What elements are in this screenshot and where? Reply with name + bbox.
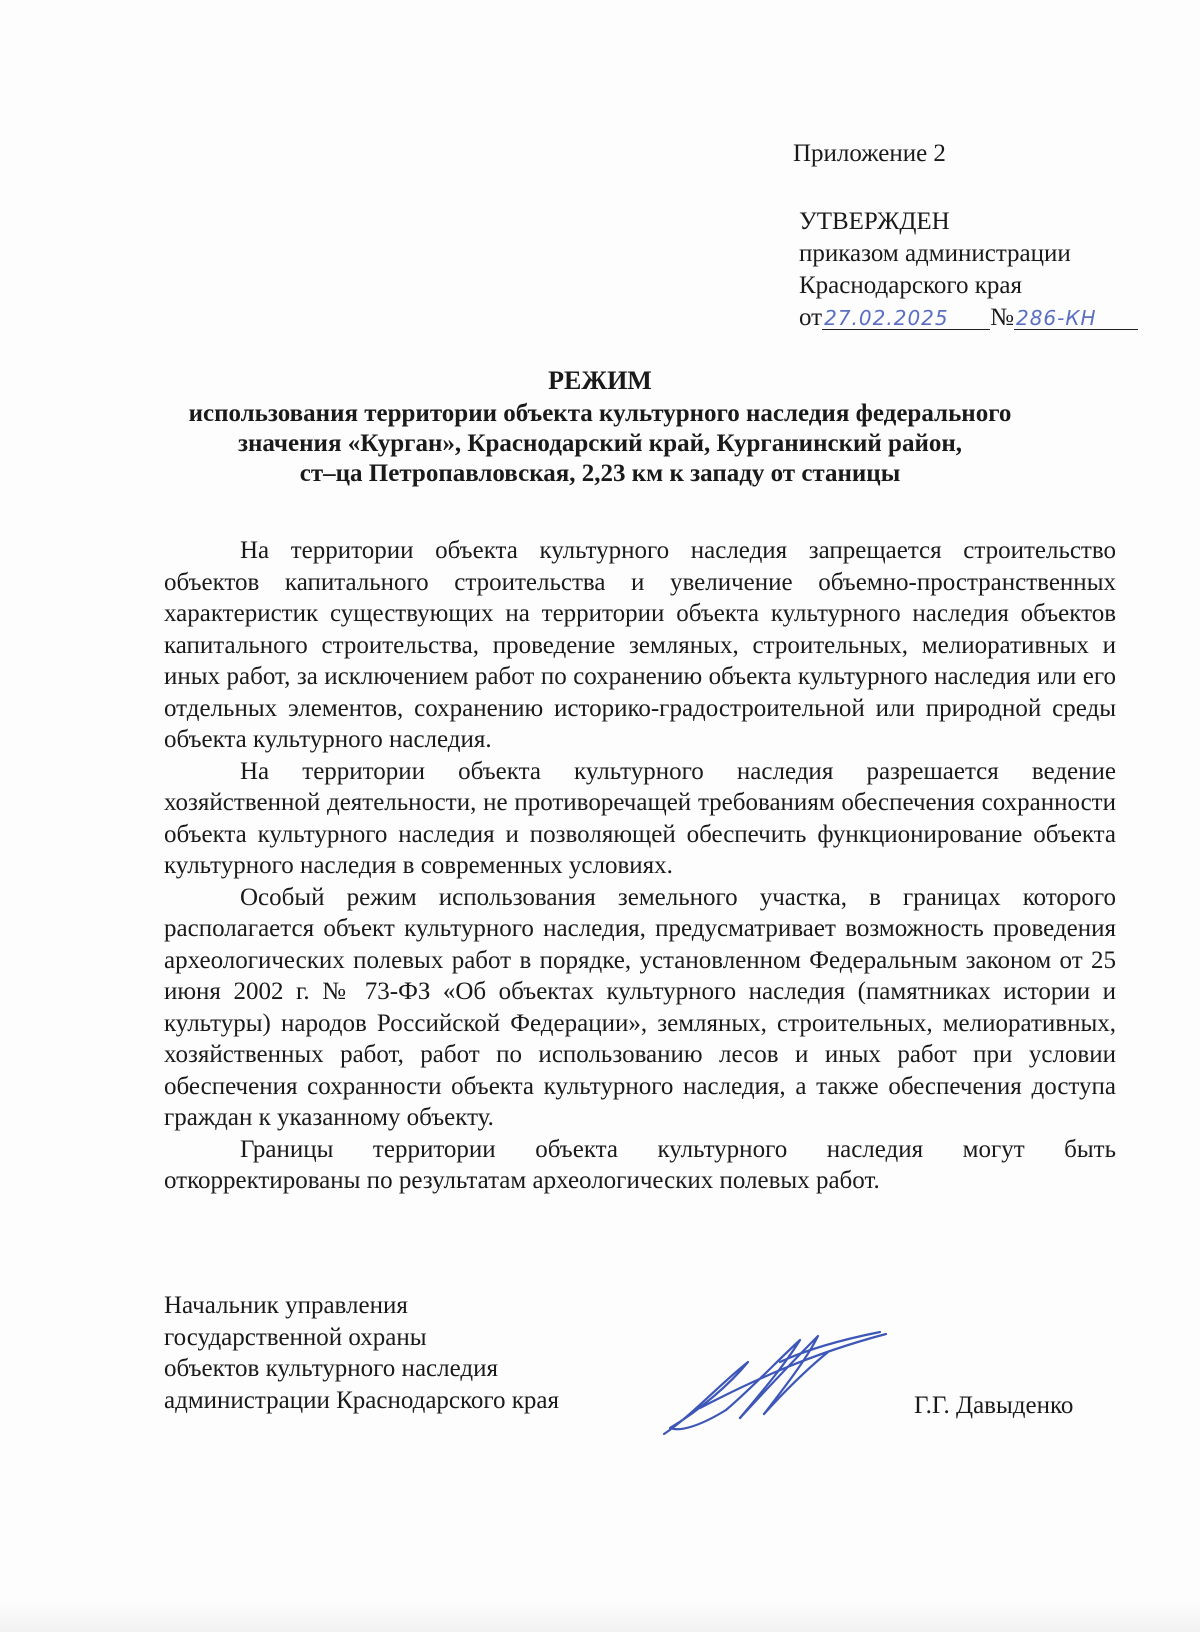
paragraph-1: На территории объекта культурного наследия запрещается строительство объектов капитального строительства и увеличение объемно-пространственных характеристик существующих на территории объекта культурного наследия объектов капитального строительства, проведение земляных, строительных, мелиоративных и иных работ, за исключением работ по сохранению объекта культурного наследия или его отдельных элементов, сохранению историко-градостроительной или природной среды объекта культурного наследия.: [164, 537, 1116, 753]
signatory-position: [164, 1290, 559, 1416]
approved-label: УТВЕРЖДЕН: [799, 208, 950, 235]
signatory-line-3: объектов культурного наследия: [164, 1355, 498, 1382]
title-line-3: ст–ца Петропавловская, 2,23 км к западу от станицы: [299, 460, 901, 487]
paragraph-3: Особый режим использования земельного участка, в границах которого располагается объект культурного наследия, предусматривает возможность проведения археологических полевых работ в порядке, установленном Федеральным законом от 25 июня 2002 г. № 73-ФЗ «Об объектах культурного наследия (памятниках истории и культуры) народов Российской Федерации», земляных, строительных, мелиоративных, хозяйственных работ, работ по использованию лесов и иных работ при условии обеспечения сохранности объекта культурного наследия, а также обеспечения доступа граждан к указанному объекту.: [164, 883, 1116, 1131]
date-prefix: от: [799, 304, 823, 331]
signatory-line-4: администрации Краснодарского края: [164, 1386, 560, 1414]
document-body: [164, 535, 1116, 1197]
date-number-line: [799, 302, 1138, 334]
signatory-name: Г.Г. Давыденко: [914, 1392, 1074, 1419]
signatory-line-2: государственной охраны: [164, 1323, 427, 1351]
number-prefix: №: [990, 304, 1014, 331]
title-main: РЕЖИМ: [548, 366, 652, 395]
signatory-line-1: Начальник управления: [164, 1292, 408, 1319]
appendix-label: Приложение 2: [793, 140, 946, 167]
approval-block: [799, 206, 1138, 334]
title-line-2: значения «Курган», Краснодарский край, Курганинский район,: [237, 430, 963, 457]
document-title: [150, 366, 1050, 489]
title-line-1: использования территории объекта культурного наследия федерального: [188, 400, 1012, 427]
region-line: Краснодарского края: [799, 272, 1022, 299]
handwritten-signature: [660, 1322, 890, 1442]
paragraph-2: На территории объекта культурного наследия разрешается ведение хозяйственной деятельности, не противоречащей требованиям обеспечения сохранности объекта культурного наследия и позволяющей обеспечить функционирование объекта культурного наследия в современных условиях.: [164, 757, 1116, 879]
paragraph-4: Границы территории объекта культурного наследия могут быть откорректированы по результатам археологических полевых работ.: [164, 1135, 1116, 1194]
handwritten-date: 27.02.2025: [822, 307, 990, 330]
order-line: приказом администрации: [799, 240, 1071, 267]
handwritten-number: 286-КН: [1014, 307, 1138, 330]
scan-bottom-edge: [0, 1600, 1200, 1632]
